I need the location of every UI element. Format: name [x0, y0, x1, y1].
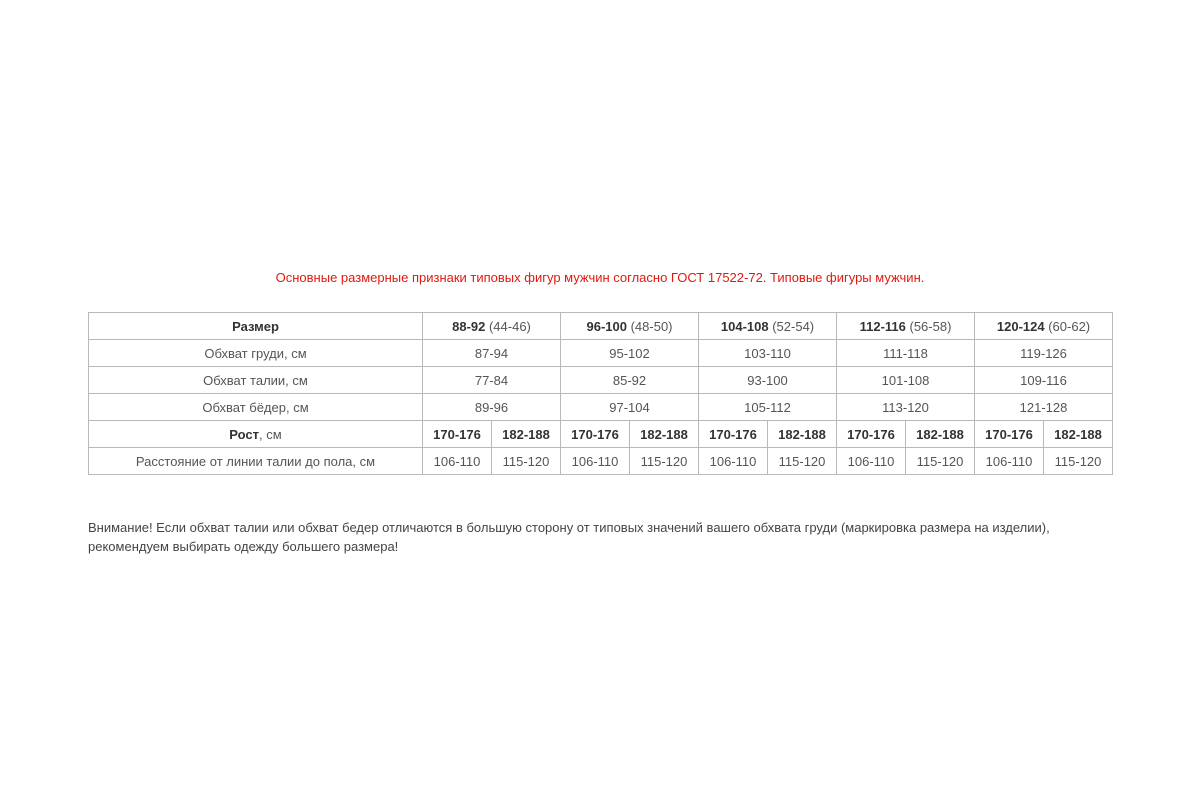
height-cell: 182-188	[768, 421, 837, 448]
table-cell: 106-110	[561, 448, 630, 475]
waist-row	[89, 367, 1113, 394]
height-cell: 170-176	[699, 421, 768, 448]
table-cell: 109-116	[975, 367, 1113, 394]
table-cell: 87-94	[423, 340, 561, 367]
height-cell: 170-176	[423, 421, 492, 448]
row-label: Обхват груди, см	[89, 340, 423, 367]
table-cell: 97-104	[561, 394, 699, 421]
table-cell: 115-120	[630, 448, 699, 475]
row-label: Обхват бёдер, см	[89, 394, 423, 421]
height-cell: 182-188	[630, 421, 699, 448]
size-table	[88, 312, 1113, 475]
table-cell: 106-110	[975, 448, 1044, 475]
table-cell: 85-92	[561, 367, 699, 394]
height-cell: 170-176	[837, 421, 906, 448]
table-cell: 89-96	[423, 394, 561, 421]
size-cell: 88-92 (44-46)	[423, 313, 561, 340]
table-cell: 106-110	[699, 448, 768, 475]
table-cell: 115-120	[492, 448, 561, 475]
table-cell: 121-128	[975, 394, 1113, 421]
row-label: Расстояние от линии талии до пола, см	[89, 448, 423, 475]
table-cell: 106-110	[837, 448, 906, 475]
chest-row	[89, 340, 1113, 367]
table-cell: 111-118	[837, 340, 975, 367]
table-cell: 113-120	[837, 394, 975, 421]
notice-text: Внимание! Если обхват талии или обхват бедер отличаются в большую сторону от типовых значений вашего обхвата груди (маркировка размера на изделии), рекомендуем выбирать одежду большего размера!	[88, 520, 1050, 554]
height-cell: 170-176	[975, 421, 1044, 448]
table-cell: 105-112	[699, 394, 837, 421]
height-cell: 182-188	[1044, 421, 1113, 448]
table-cell: 115-120	[768, 448, 837, 475]
size-cell: 112-116 (56-58)	[837, 313, 975, 340]
height-cell: 170-176	[561, 421, 630, 448]
height-cell: 182-188	[492, 421, 561, 448]
table-cell: 101-108	[837, 367, 975, 394]
table-cell: 106-110	[423, 448, 492, 475]
table-cell: 115-120	[906, 448, 975, 475]
table-cell: 77-84	[423, 367, 561, 394]
page-title: Основные размерные признаки типовых фигур мужчин согласно ГОСТ 17522-72. Типовые фигуры мужчин.	[275, 270, 925, 285]
size-header-label: Размер	[89, 313, 423, 340]
table-cell: 95-102	[561, 340, 699, 367]
height-cell: 182-188	[906, 421, 975, 448]
height-row	[89, 421, 1113, 448]
height-label: Рост, см	[89, 421, 423, 448]
table-cell: 103-110	[699, 340, 837, 367]
table-cell: 115-120	[1044, 448, 1113, 475]
size-cell: 96-100 (48-50)	[561, 313, 699, 340]
size-cell: 104-108 (52-54)	[699, 313, 837, 340]
distance-row	[89, 448, 1113, 475]
row-label: Обхват талии, см	[89, 367, 423, 394]
table-cell: 119-126	[975, 340, 1113, 367]
table-cell: 93-100	[699, 367, 837, 394]
hips-row	[89, 394, 1113, 421]
size-header-row	[89, 313, 1113, 340]
size-cell: 120-124 (60-62)	[975, 313, 1113, 340]
